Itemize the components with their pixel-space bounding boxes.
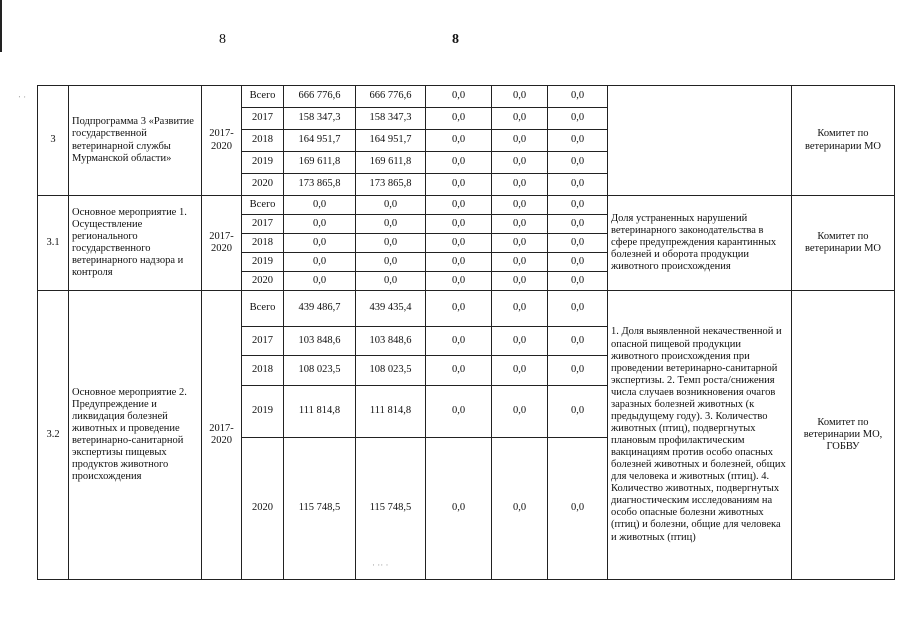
value-cell: 0,0 [356,272,426,291]
row-indicator: 1. Доля выявленной некачественной и опасной пищевой продукции животного происхождения при проведении ветеринарно-санитарной экспертизы. 2. Темп роста/снижения числа случаев возникновения очагов заразных болезней животных (к предыдущему году). 3. Количество животных (птиц), подвергнутых плановым профилактическим вакцинациям против особо опасных болезней животных и болезней, общих для человека и животных (птиц). 4. Количество животных, подвергнутых диагностическим исследованиям на особо опасные болезни животных (птиц) и болезни, общие для человека и животных (птиц) [608,291,792,580]
value-cell: 169 611,8 [356,152,426,174]
value-cell: 0,0 [548,108,608,130]
value-cell: 164 951,7 [356,130,426,152]
value-cell: 0,0 [548,386,608,438]
value-cell: 0,0 [426,234,492,253]
row-number: 3.1 [38,196,69,291]
value-cell: 0,0 [492,196,548,215]
value-cell: 0,0 [284,272,356,291]
value-cell: 0,0 [426,86,492,108]
row-name: Подпрограмма 3 «Развитие государственной ветеринарной службы Мурманской области» [69,86,202,196]
value-cell: 0,0 [284,196,356,215]
group-activity-3-2 [38,291,895,580]
table-row [38,86,895,108]
value-cell: 0,0 [492,174,548,196]
value-cell: 0,0 [492,215,548,234]
value-cell: 0,0 [492,253,548,272]
value-cell: 0,0 [426,438,492,580]
value-cell: 0,0 [548,272,608,291]
value-cell: 666 776,6 [356,86,426,108]
value-cell: 0,0 [356,215,426,234]
value-cell: 0,0 [492,327,548,356]
value-cell: 108 023,5 [284,356,356,386]
value-cell: 111 814,8 [284,386,356,438]
group-activity-3-1 [38,196,895,291]
value-cell: 0,0 [548,356,608,386]
year-cell: 2020 [242,174,284,196]
value-cell: 0,0 [426,356,492,386]
value-cell: 0,0 [284,215,356,234]
value-cell: 0,0 [426,215,492,234]
row-name: Основное мероприятие 1. Осуществление регионального государственного ветеринарного надзора и контроля [69,196,202,291]
year-cell: Всего [242,291,284,327]
budget-table [37,85,895,580]
value-cell: 0,0 [426,130,492,152]
page-number-right: 8 [452,32,459,47]
year-cell: 2018 [242,234,284,253]
value-cell: 0,0 [492,86,548,108]
value-cell: 0,0 [548,86,608,108]
value-cell: 0,0 [492,108,548,130]
value-cell: 0,0 [548,291,608,327]
value-cell: 0,0 [548,234,608,253]
year-cell: 2020 [242,272,284,291]
value-cell: 0,0 [426,196,492,215]
table-row [38,196,895,215]
value-cell: 0,0 [426,108,492,130]
row-executor: Комитет по ветеринарии МО, ГОБВУ [792,291,895,580]
value-cell: 111 814,8 [356,386,426,438]
margin-rule [0,0,2,52]
value-cell: 0,0 [426,152,492,174]
value-cell: 0,0 [426,272,492,291]
value-cell: 0,0 [356,234,426,253]
year-cell: Всего [242,196,284,215]
scan-speck: · ·· · [372,560,389,570]
row-number: 3.2 [38,291,69,580]
row-name: Основное мероприятие 2. Предупреждение и ликвидация болезней животных и проведение ветеринарно-санитарной экспертизы пищевых продуктов животного происхождения [69,291,202,580]
value-cell: 103 848,6 [284,327,356,356]
year-cell: 2018 [242,356,284,386]
year-cell: 2019 [242,253,284,272]
row-executor: Комитет по ветеринарии МО [792,196,895,291]
value-cell: 0,0 [492,234,548,253]
row-period: 2017-2020 [202,291,242,580]
value-cell: 0,0 [356,196,426,215]
value-cell: 0,0 [492,386,548,438]
value-cell: 0,0 [284,253,356,272]
value-cell: 173 865,8 [356,174,426,196]
row-number: 3 [38,86,69,196]
year-cell: 2017 [242,108,284,130]
row-period: 2017-2020 [202,86,242,196]
value-cell: 0,0 [548,253,608,272]
value-cell: 164 951,7 [284,130,356,152]
value-cell: 439 435,4 [356,291,426,327]
value-cell: 0,0 [548,438,608,580]
year-cell: 2019 [242,152,284,174]
value-cell: 0,0 [426,291,492,327]
value-cell: 0,0 [492,291,548,327]
value-cell: 0,0 [426,327,492,356]
value-cell: 0,0 [492,152,548,174]
row-period: 2017-2020 [202,196,242,291]
value-cell: 0,0 [548,196,608,215]
value-cell: 158 347,3 [284,108,356,130]
year-cell: 2017 [242,215,284,234]
value-cell: 103 848,6 [356,327,426,356]
row-indicator: Доля устраненных нарушений ветеринарного законодательства в сфере предупреждения карантинных болезней и оборота продукции животного происхождения [608,196,792,291]
page-number-left: 8 [219,32,226,47]
value-cell: 0,0 [548,215,608,234]
value-cell: 0,0 [426,174,492,196]
value-cell: 108 023,5 [356,356,426,386]
year-cell: 2019 [242,386,284,438]
value-cell: 0,0 [426,253,492,272]
row-indicator [608,86,792,196]
value-cell: 0,0 [492,438,548,580]
value-cell: 439 486,7 [284,291,356,327]
value-cell: 666 776,6 [284,86,356,108]
value-cell: 0,0 [492,130,548,152]
value-cell: 115 748,5 [284,438,356,580]
year-cell: 2018 [242,130,284,152]
group-subprogram-3 [38,86,895,196]
value-cell: 0,0 [284,234,356,253]
value-cell: 0,0 [356,253,426,272]
value-cell: 158 347,3 [356,108,426,130]
value-cell: 173 865,8 [284,174,356,196]
value-cell: 0,0 [426,386,492,438]
value-cell: 0,0 [548,327,608,356]
value-cell: 0,0 [548,130,608,152]
value-cell: 115 748,5 [356,438,426,580]
table-row [38,291,895,327]
value-cell: 0,0 [548,152,608,174]
value-cell: 0,0 [548,174,608,196]
value-cell: 0,0 [492,272,548,291]
value-cell: 169 611,8 [284,152,356,174]
year-cell: 2017 [242,327,284,356]
year-cell: 2020 [242,438,284,580]
scan-speck: ‧ · [18,92,27,102]
row-executor: Комитет по ветеринарии МО [792,86,895,196]
year-cell: Всего [242,86,284,108]
value-cell: 0,0 [492,356,548,386]
